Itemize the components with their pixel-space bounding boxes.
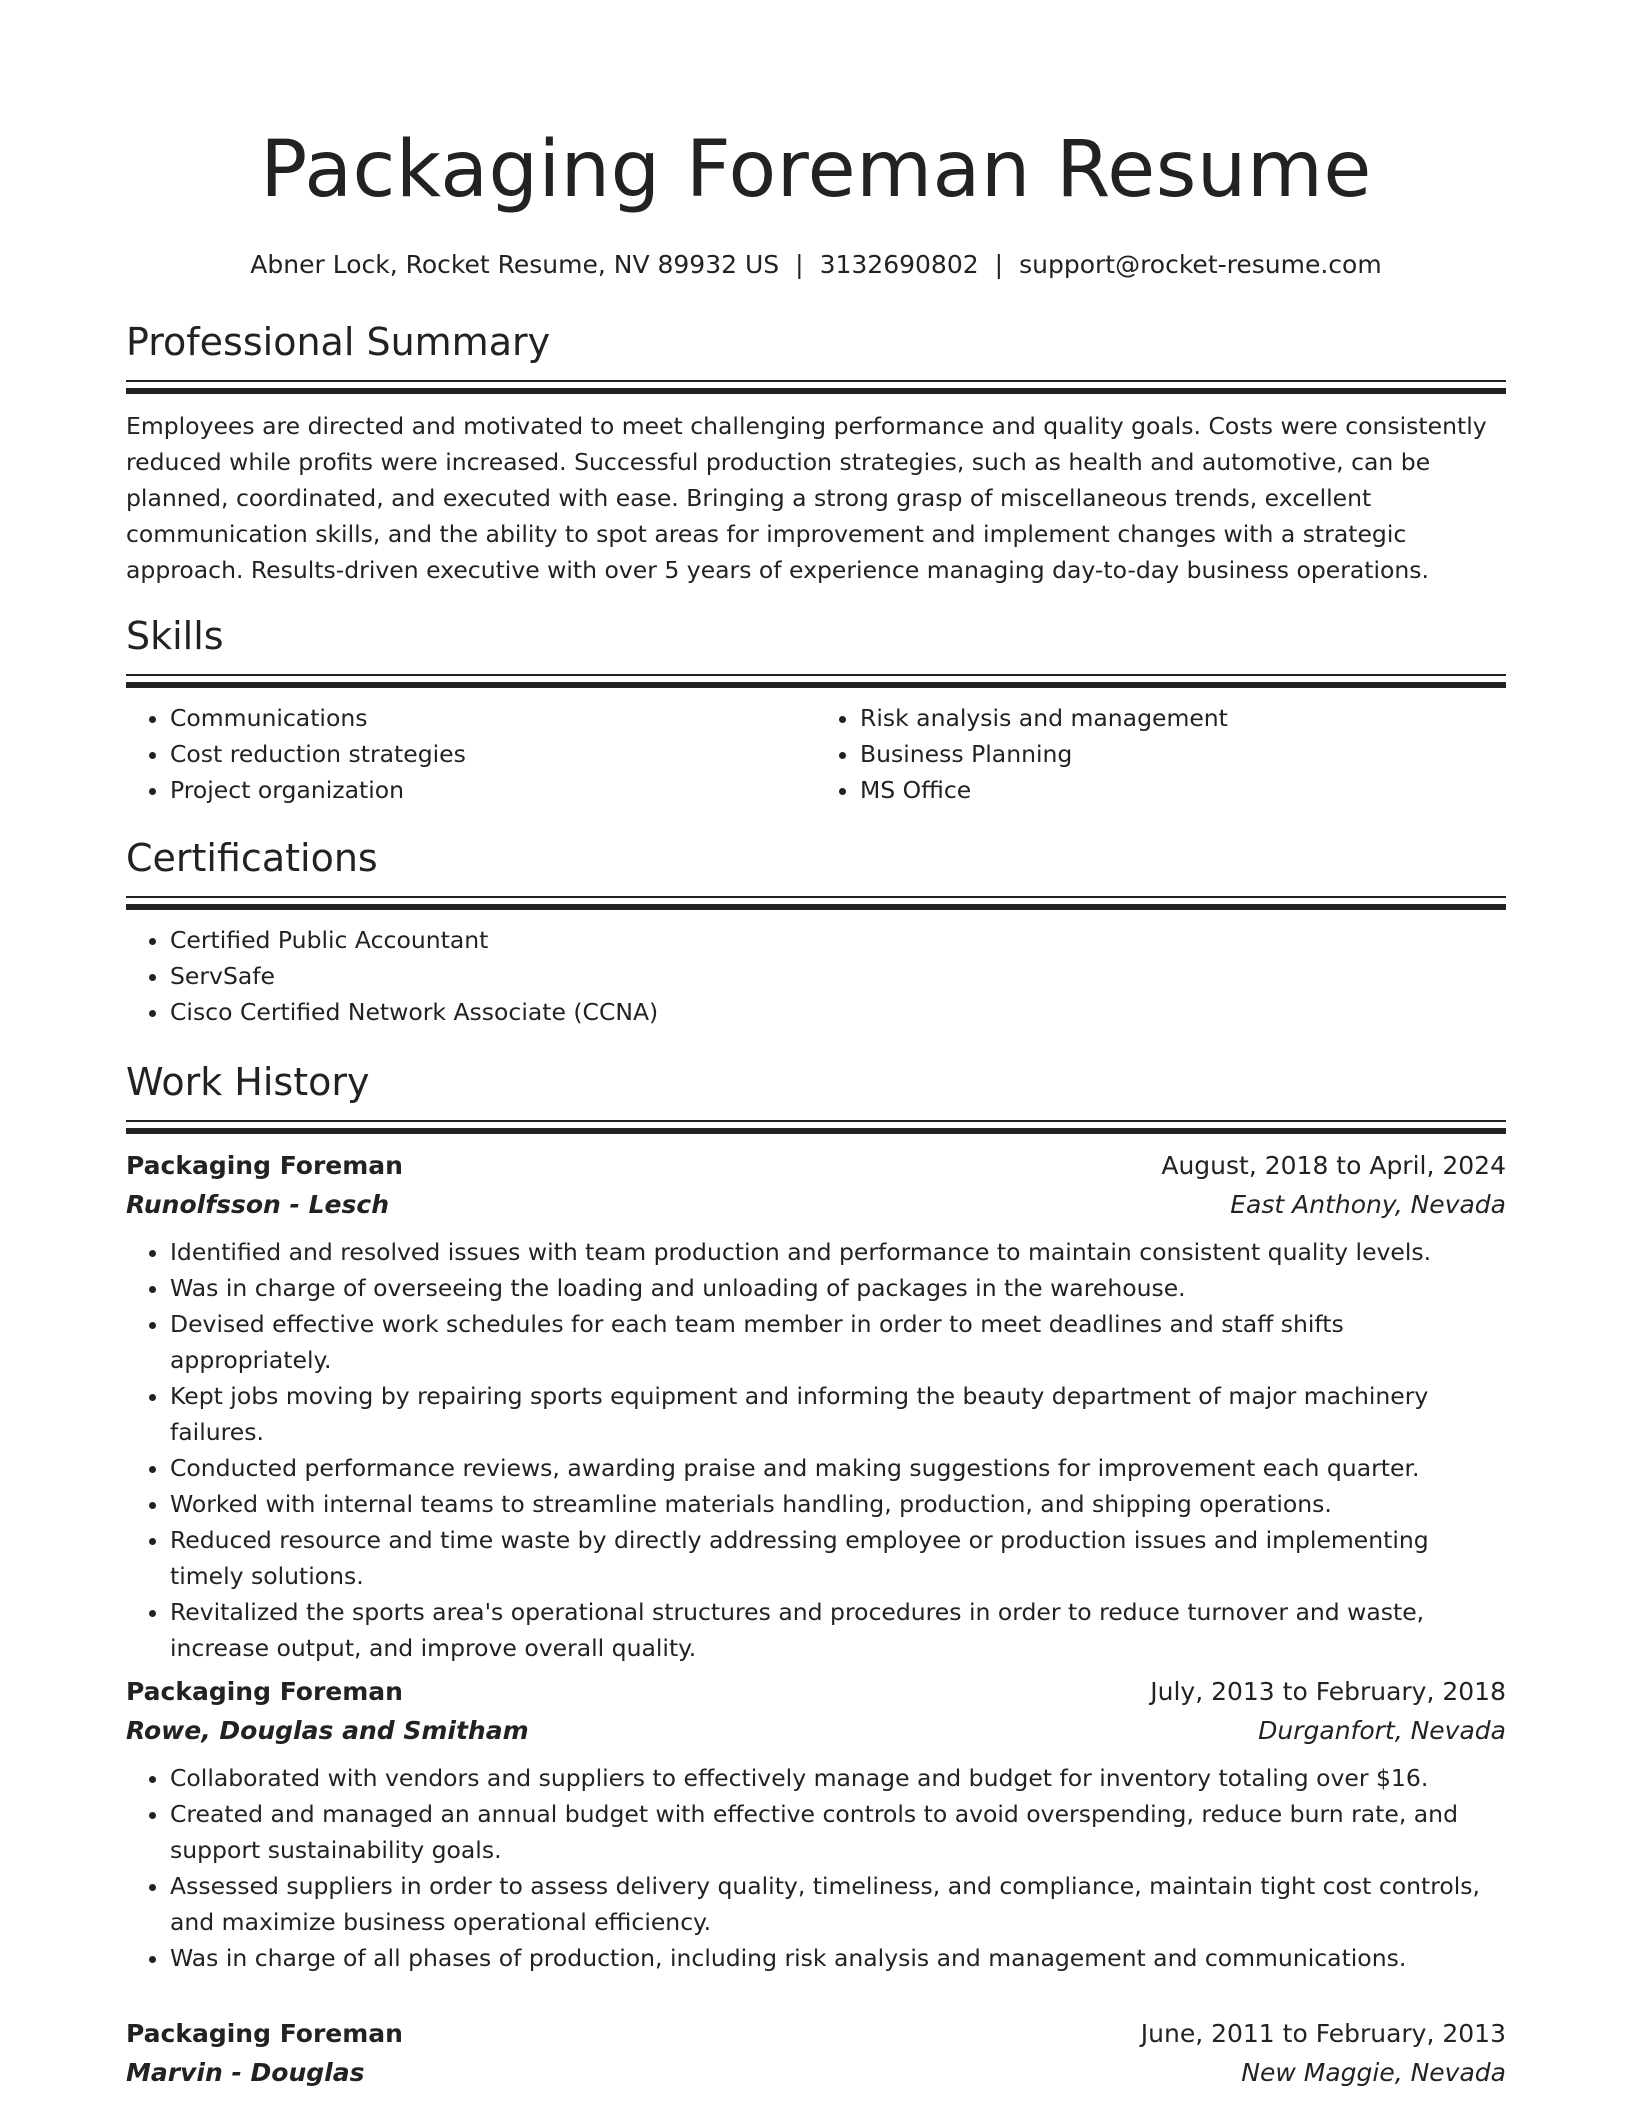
job-subheader (126, 1712, 1506, 1750)
resume-title: Packaging Foreman Resume (260, 125, 1372, 215)
section-divider (126, 896, 1506, 898)
job-title: Packaging Foreman (126, 1151, 403, 1180)
summary-text: Employees are directed and motivated to meet challenging performance and quality goals. Costs were consistently reduced while profits were increased. Successful production strategies, such as health and automotive, can be planned, coordinated, and executed with ease. Bringing a strong grasp of miscellaneous trends, excellent communication skills, and the ability to spot areas for improvement and implement changes with a strategic approach. Results-driven executive with over 5 years of experience managing day-to-day business operations. (126, 412, 1487, 584)
job-entry (126, 1146, 1506, 1666)
certification-item: • Cisco Certified Network Associate (CCNA) (170, 994, 1506, 1030)
job-duty: • Devised effective work schedules for each team member in order to meet deadlines and staff shifts appropriately. (170, 1306, 1506, 1378)
certifications-section (126, 834, 1506, 1030)
job-duty: • Created and managed an annual budget with effective controls to avoid overspending, reduce burn rate, and support sustainability goals. (170, 1796, 1506, 1868)
job-location: Durganfort, Nevada (1258, 1716, 1506, 1745)
work-history-section (126, 1058, 1506, 1136)
job-duties-list (126, 1234, 1506, 1666)
contact-address: Abner Lock, Rocket Resume, NV 89932 US (250, 250, 780, 279)
job-subheader (126, 2054, 1506, 2092)
job-duty: • Was in charge of overseeing the loading and unloading of packages in the warehouse. (170, 1270, 1506, 1306)
contact-separator: | (994, 250, 1004, 279)
job-entry (126, 2014, 1506, 2092)
job-duty: • Kept jobs moving by repairing sports equipment and informing the beauty department of major machinery failures. (170, 1378, 1506, 1450)
section-divider (126, 1120, 1506, 1122)
job-title: Packaging Foreman (126, 2019, 403, 2048)
contact-email: support@rocket-resume.com (1019, 250, 1382, 279)
certification-item: • Certified Public Accountant (170, 922, 1506, 958)
job-subheader (126, 1186, 1506, 1224)
job-duty: • Assessed suppliers in order to assess delivery quality, timeliness, and compliance, maintain tight cost controls, and maximize business operational efficiency. (170, 1868, 1506, 1940)
skills-list-right (816, 700, 1506, 808)
job-entry (126, 1672, 1506, 1976)
section-heading-summary: Professional Summary (126, 320, 551, 364)
section-heading-skills: Skills (126, 614, 224, 658)
skill-item: • Cost reduction strategies (170, 736, 816, 772)
section-divider (126, 674, 1506, 676)
job-dates: August, 2018 to April, 2024 (1161, 1151, 1506, 1180)
job-dates: June, 2011 to February, 2013 (1140, 2019, 1506, 2048)
skills-grid (126, 700, 1506, 808)
job-duty: • Worked with internal teams to streamline materials handling, production, and shipping operations. (170, 1486, 1506, 1522)
job-duty: • Collaborated with vendors and suppliers to effectively manage and budget for inventory totaling over $16. (170, 1760, 1506, 1796)
job-location: East Anthony, Nevada (1230, 1190, 1506, 1219)
job-duty: • Reduced resource and time waste by directly addressing employee or production issues and implementing timely solutions. (170, 1522, 1506, 1594)
job-header (126, 2014, 1506, 2054)
skill-item: • Communications (170, 700, 816, 736)
contact-line (126, 248, 1506, 282)
section-heading-work-history: Work History (126, 1060, 370, 1104)
skill-item: • Project organization (170, 772, 816, 808)
job-location: New Maggie, Nevada (1241, 2058, 1506, 2087)
job-duty: • Revitalized the sports area's operational structures and procedures in order to reduce turnover and waste, increase output, and improve overall quality. (170, 1594, 1506, 1666)
certifications-list (126, 922, 1506, 1030)
certification-item: • ServSafe (170, 958, 1506, 994)
contact-phone: 3132690802 (819, 250, 979, 279)
job-header (126, 1672, 1506, 1712)
skill-item: • MS Office (860, 772, 1506, 808)
skill-item: • Risk analysis and management (860, 700, 1506, 736)
job-duty: • Was in charge of all phases of production, including risk analysis and management and communications. (170, 1940, 1506, 1976)
job-dates: July, 2013 to February, 2018 (1150, 1677, 1506, 1706)
job-header (126, 1146, 1506, 1186)
job-company: Runolfsson - Lesch (126, 1190, 390, 1219)
contact-separator: | (795, 250, 804, 279)
job-duties-list (126, 1760, 1506, 1976)
job-title: Packaging Foreman (126, 1677, 403, 1706)
section-heading-certifications: Certifications (126, 836, 378, 880)
skills-section (126, 612, 1506, 808)
skill-item: • Business Planning (860, 736, 1506, 772)
job-company: Rowe, Douglas and Smitham (126, 1716, 529, 1745)
job-duty: • Identified and resolved issues with team production and performance to maintain consistent quality levels. (170, 1234, 1506, 1270)
job-duty: • Conducted performance reviews, awarding praise and making suggestions for improvement each quarter. (170, 1450, 1506, 1486)
skills-list-left (126, 700, 816, 808)
section-divider (126, 380, 1506, 382)
job-company: Marvin - Douglas (126, 2058, 365, 2087)
summary-section (126, 318, 1506, 588)
